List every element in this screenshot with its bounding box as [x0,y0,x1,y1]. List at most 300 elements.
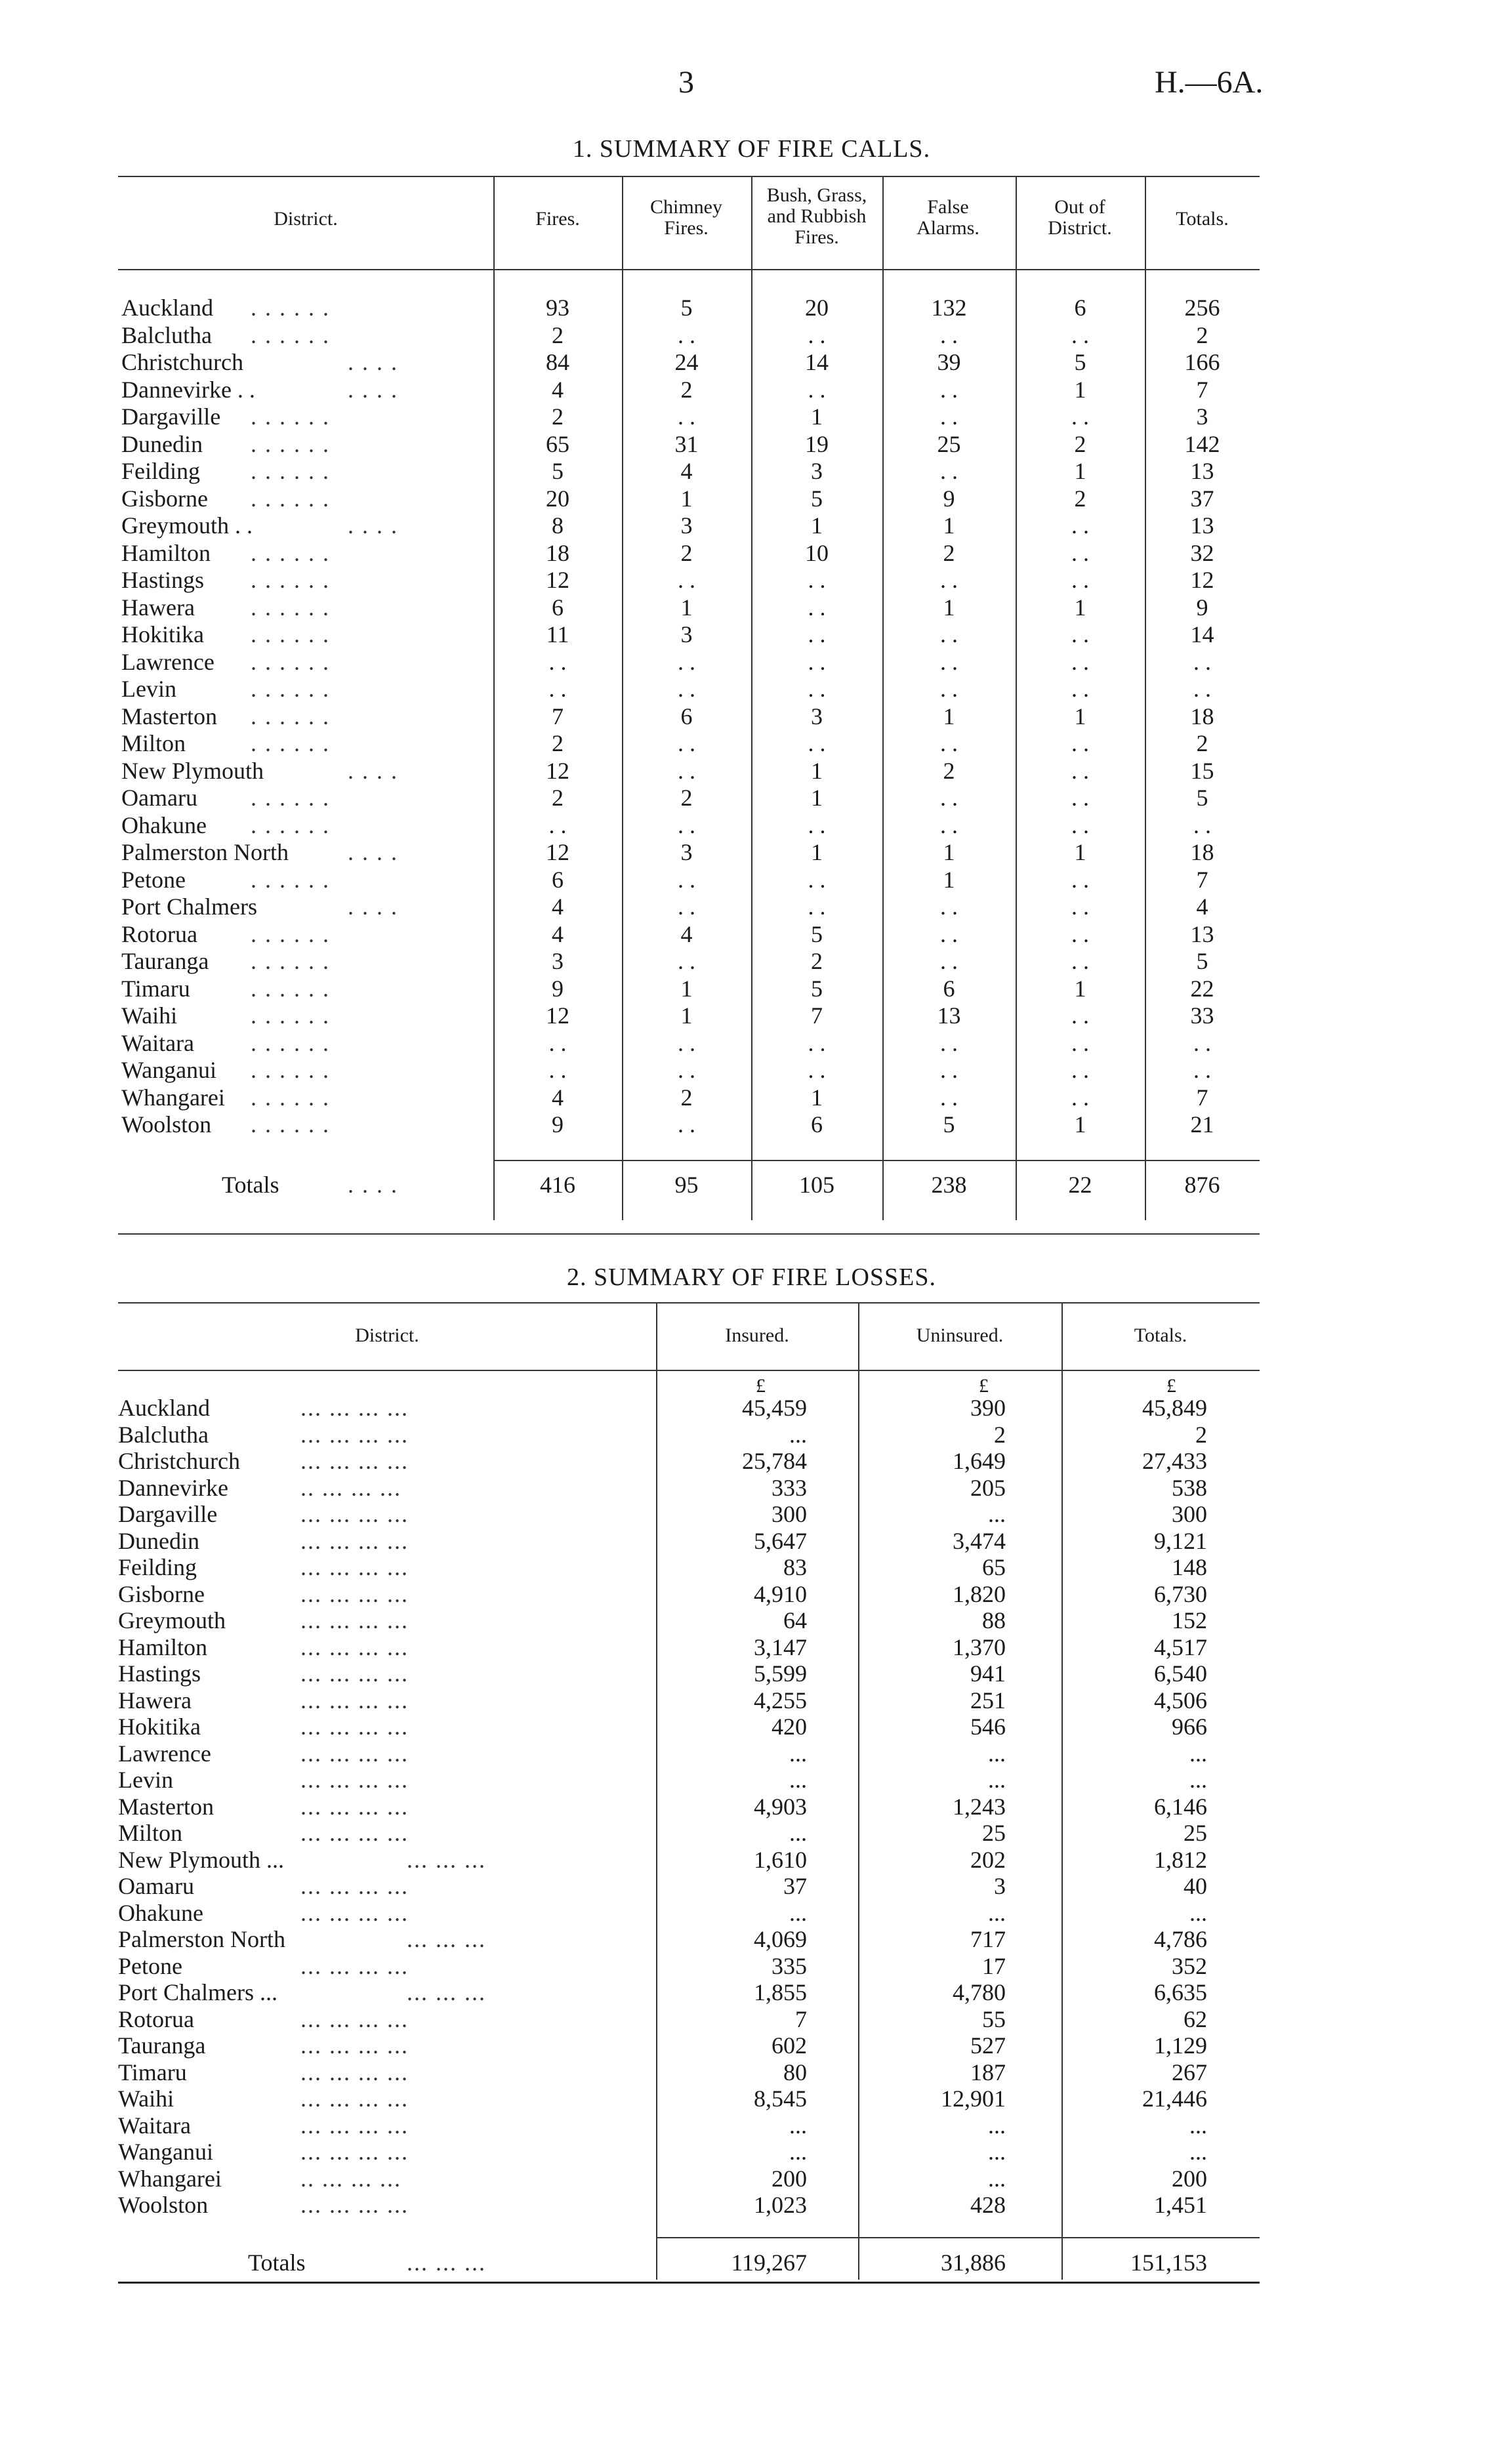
district-name: Dannevirke . . [121,376,255,403]
fire-losses-row [0,2032,1503,2059]
total-cell: 6,146 [1154,1793,1207,1820]
total-cell: . . [1193,1029,1211,1056]
fire-calls-header-district: District. [274,208,338,230]
out-of-district-cell: 1 [1074,975,1086,1002]
leader-dots: . . . . . . [251,730,330,756]
uninsured-cell: 428 [970,2192,1006,2218]
false-alarms-cell: 2 [943,757,955,784]
fires-cell: 3 [552,948,564,974]
fire-losses-totals-rule-top [656,2237,1260,2238]
total-cell: 1,812 [1154,1846,1207,1873]
fire-calls-header-rule-bottom [118,269,1260,270]
chimney-cell: . . [678,1111,695,1138]
leader-dots: . . . . . . [251,485,330,512]
fire-losses-total-insured: 119,267 [731,2249,807,2276]
fire-losses-row [0,2005,1503,2033]
uninsured-cell: 1,370 [953,1633,1006,1660]
out-of-district-cell: . . [1071,539,1089,566]
fires-cell: 84 [546,349,569,375]
false-alarms-cell: 1 [943,512,955,539]
total-cell: 4,517 [1154,1633,1207,1660]
fire-calls-row [0,430,1503,458]
district-name: Oamaru [121,785,197,811]
district-name: Ohakune [121,811,207,838]
leader-dots: . . . . . . [251,703,330,729]
fire-losses-row [0,1687,1503,1714]
total-cell: 1,451 [1154,2192,1207,2218]
bush-cell: 1 [811,785,823,811]
out-of-district-cell: . . [1071,567,1089,593]
fire-calls-row [0,1029,1503,1057]
leader-dots: . . . . . . [251,567,330,593]
chimney-cell: . . [678,948,695,974]
out-of-district-cell: . . [1071,730,1089,756]
out-of-district-cell: . . [1071,1057,1089,1083]
report-reference: H.—6A. [1155,65,1264,100]
fires-cell: 4 [552,920,564,947]
fire-calls-row [0,1084,1503,1111]
fire-calls-header-bush: Bush, Grass, and Rubbish Fires. [766,184,867,248]
fire-losses-header-rule [118,1302,1260,1304]
leader-dots: .. ... ... ... [300,1474,401,1501]
district-name: Petone [121,866,186,893]
uninsured-cell: 65 [982,1554,1006,1580]
fire-calls-row [0,1056,1503,1084]
fire-losses-total-uninsured: 31,886 [941,2249,1006,2276]
district-name: Hawera [118,1687,192,1714]
uninsured-cell: ... [988,1899,1006,1926]
total-cell: 13 [1190,920,1214,947]
fire-calls-header-false: False Alarms. [916,196,979,239]
district-name: Petone [118,1952,182,1979]
uninsured-cell: 202 [970,1846,1006,1873]
chimney-cell: 3 [680,512,693,539]
leader-dots: . . . . . . [251,403,330,430]
uninsured-cell: ... [988,1767,1006,1793]
chimney-cell: 1 [680,975,693,1002]
total-cell: 152 [1172,1607,1207,1633]
total-cell: 256 [1184,295,1220,321]
uninsured-cell: 3,474 [953,1527,1006,1554]
chimney-cell: . . [678,757,695,784]
fire-losses-row [0,1553,1503,1581]
leader-dots: ... ... ... ... [300,1633,409,1660]
uninsured-cell: 717 [970,1926,1006,1952]
fire-losses-totals-label: Totals [248,2249,306,2276]
total-cell: 62 [1184,2005,1207,2032]
total-cell: 7 [1196,1084,1208,1111]
fire-calls-header-rule [118,176,1260,177]
fires-cell: 2 [552,321,564,348]
bush-cell: 7 [811,1002,823,1029]
total-cell: 27,433 [1142,1448,1207,1474]
false-alarms-cell: . . [940,458,958,484]
leader-dots: . . . . . . [251,920,330,947]
total-cell: 5 [1196,948,1208,974]
chimney-cell: 3 [680,621,693,647]
uninsured-cell: 12,901 [941,2085,1006,2112]
district-name: Palmerston North [118,1926,285,1952]
total-cell: 9 [1196,594,1208,621]
currency-symbol-uninsured: £ [979,1375,989,1397]
fire-calls-row [0,675,1503,703]
fire-losses-row [0,1819,1503,1847]
out-of-district-cell: 2 [1074,430,1086,457]
fire-calls-total-bush: 105 [799,1172,834,1198]
leader-dots: ... ... ... [407,1926,486,1952]
leader-dots: ... ... ... ... [300,2192,409,2218]
fires-cell: 6 [552,594,564,621]
total-cell: 37 [1190,485,1214,512]
fire-losses-row [0,1979,1503,2006]
fire-losses-row [0,1740,1503,1767]
leader-dots: . . . . . . [251,676,330,702]
currency-symbol-totals: £ [1166,1375,1176,1397]
fire-calls-header-out: Out of District. [1048,196,1112,239]
total-cell: . . [1193,648,1211,675]
fire-calls-row [0,920,1503,948]
chimney-cell: 2 [680,376,693,403]
bush-cell: . . [808,376,826,403]
fire-losses-row [0,1952,1503,1980]
insured-cell: 37 [783,1873,807,1899]
uninsured-cell: 187 [970,2059,1006,2085]
district-name: Dargaville [118,1501,218,1527]
total-cell: ... [1189,1740,1207,1767]
total-cell: ... [1189,1767,1207,1793]
fire-losses-row [0,2165,1503,2192]
out-of-district-cell: . . [1071,512,1089,539]
fires-cell: 65 [546,430,569,457]
fire-calls-row [0,566,1503,594]
bush-cell: 20 [805,295,829,321]
fire-calls-row [0,975,1503,1002]
fire-calls-total-out: 22 [1068,1172,1092,1198]
district-name: New Plymouth ... [118,1846,285,1873]
insured-cell: ... [789,2139,807,2165]
uninsured-cell: 4,780 [953,1979,1006,2005]
uninsured-cell: 1,649 [953,1448,1006,1474]
leader-dots: . . . . [348,757,398,784]
total-cell: 18 [1190,703,1214,729]
bush-cell: 1 [811,839,823,865]
fire-calls-row [0,784,1503,811]
district-name: Hamilton [121,539,211,566]
bush-cell: . . [808,811,826,838]
chimney-cell: . . [678,1029,695,1056]
out-of-district-cell: . . [1071,785,1089,811]
district-name: Port Chalmers [121,893,257,920]
bush-cell: 10 [805,539,829,566]
total-cell: 166 [1184,349,1220,375]
district-name: Masterton [118,1793,214,1820]
district-name: Tauranga [118,2032,206,2059]
fires-cell: 7 [552,703,564,729]
total-cell: 267 [1172,2059,1207,2085]
total-cell: 13 [1190,458,1214,484]
district-name: Balclutha [121,321,212,348]
insured-cell: 5,599 [754,1660,807,1687]
district-name: Waihi [118,2085,175,2112]
leader-dots: ... ... ... ... [300,2032,409,2059]
total-cell: 12 [1190,567,1214,593]
total-cell: 7 [1196,376,1208,403]
false-alarms-cell: 132 [931,295,967,321]
chimney-cell: . . [678,676,695,702]
out-of-district-cell: 2 [1074,485,1086,512]
total-cell: 1,129 [1154,2032,1207,2059]
false-alarms-cell: 6 [943,975,955,1002]
fire-losses-row [0,1421,1503,1448]
bush-cell: . . [808,321,826,348]
uninsured-cell: 941 [970,1660,1006,1687]
fire-calls-totals-label: Totals [222,1172,279,1198]
insured-cell: 4,903 [754,1793,807,1820]
false-alarms-cell: . . [940,920,958,947]
false-alarms-cell: . . [940,567,958,593]
district-name: Palmerston North [121,839,289,865]
leader-dots: . . . . . . [251,1084,330,1111]
leader-dots: . . . . . . [251,539,330,566]
fire-losses-row [0,1766,1503,1794]
fire-calls-row [0,594,1503,621]
insured-cell: 200 [772,2165,807,2192]
fire-losses-row [0,1713,1503,1740]
district-name: Lawrence [121,648,215,675]
fire-losses-row [0,1660,1503,1687]
fire-calls-row [0,485,1503,512]
fire-calls-total-all: 876 [1184,1172,1220,1198]
false-alarms-cell: . . [940,403,958,430]
leader-dots: ... ... ... ... [300,2005,409,2032]
district-name: Hastings [118,1660,201,1687]
fire-losses-row [0,2085,1503,2112]
chimney-cell: . . [678,730,695,756]
fire-calls-row [0,348,1503,376]
insured-cell: 4,910 [754,1580,807,1607]
fires-cell: 4 [552,376,564,403]
district-name: Waitara [121,1029,195,1056]
fires-cell: 12 [546,567,569,593]
out-of-district-cell: . . [1071,648,1089,675]
bush-cell: 1 [811,757,823,784]
insured-cell: 1,610 [754,1846,807,1873]
leader-dots: . . . . [348,512,398,539]
chimney-cell: 6 [680,703,693,729]
uninsured-cell: 527 [970,2032,1006,2059]
false-alarms-cell: 13 [937,1002,961,1029]
district-name: Wanganui [118,2139,214,2165]
leader-dots: ... ... ... ... [300,1421,409,1448]
total-cell: 5 [1196,785,1208,811]
leader-dots: ... ... ... ... [300,2085,409,2112]
bush-cell: . . [808,866,826,893]
chimney-cell: . . [678,1057,695,1083]
leader-dots: . . . . . . [251,1111,330,1138]
chimney-cell: 2 [680,539,693,566]
district-name: Timaru [121,975,190,1002]
district-name: Whangarei [118,2165,222,2192]
chimney-cell: . . [678,866,695,893]
uninsured-cell: 390 [970,1395,1006,1421]
fire-losses-row [0,1899,1503,1927]
district-name: Waihi [121,1002,178,1029]
insured-cell: 1,855 [754,1979,807,2005]
district-name: Dargaville [121,403,221,430]
fire-calls-row [0,757,1503,785]
insured-cell: 64 [783,1607,807,1633]
bush-cell: 1 [811,512,823,539]
false-alarms-cell: . . [940,785,958,811]
chimney-cell: 3 [680,839,693,865]
false-alarms-cell: 1 [943,866,955,893]
fire-losses-row [0,1846,1503,1874]
fires-cell: . . [548,648,567,675]
fires-cell: 2 [552,785,564,811]
fire-losses-row [0,1580,1503,1608]
fire-losses-row [0,1500,1503,1528]
leader-dots: ... ... ... ... [300,1580,409,1607]
fire-calls-row [0,893,1503,920]
district-name: Balclutha [118,1421,209,1448]
fire-calls-row [0,703,1503,730]
uninsured-cell: 1,820 [953,1580,1006,1607]
district-name: Milton [118,1820,183,1846]
page-number: 3 [678,65,694,100]
false-alarms-cell: . . [940,621,958,647]
false-alarms-cell: . . [940,1084,958,1111]
leader-dots: . . . . . . [251,1002,330,1029]
out-of-district-cell: 1 [1074,458,1086,484]
fires-cell: 2 [552,403,564,430]
total-cell: 966 [1172,1714,1207,1740]
leader-dots: ... ... ... ... [300,1899,409,1926]
fire-calls-header-chimney: Chimney Fires. [650,196,722,239]
out-of-district-cell: . . [1071,321,1089,348]
district-name: Wanganui [121,1057,217,1083]
out-of-district-cell: 1 [1074,1111,1086,1138]
chimney-cell: . . [678,321,695,348]
bush-cell: 1 [811,1084,823,1111]
insured-cell: ... [789,2112,807,2139]
fires-cell: 9 [552,975,564,1002]
insured-cell: 83 [783,1554,807,1580]
bush-cell: 2 [811,948,823,974]
leader-dots: ... ... ... ... [300,1767,409,1793]
uninsured-cell: 55 [982,2005,1006,2032]
leader-dots: ... ... ... [407,1979,486,2005]
bush-cell: 3 [811,458,823,484]
false-alarms-cell: 1 [943,839,955,865]
insured-cell: 602 [772,2032,807,2059]
out-of-district-cell: 1 [1074,703,1086,729]
insured-cell: 4,255 [754,1687,807,1714]
district-name: Whangarei [121,1084,225,1111]
fires-cell: 20 [546,485,569,512]
out-of-district-cell: . . [1071,621,1089,647]
chimney-cell: . . [678,567,695,593]
bush-cell: 1 [811,403,823,430]
fire-losses-row [0,1474,1503,1502]
fires-cell: 11 [546,621,569,647]
total-cell: 6,635 [1154,1979,1207,2005]
leader-dots: . . . . . . [251,295,330,321]
bush-cell: . . [808,567,826,593]
uninsured-cell: 2 [994,1421,1006,1448]
out-of-district-cell: . . [1071,920,1089,947]
out-of-district-cell: 1 [1074,839,1086,865]
false-alarms-cell: 1 [943,703,955,729]
district-name: Gisborne [118,1580,205,1607]
chimney-cell: 24 [674,349,699,375]
fire-calls-row [0,1111,1503,1138]
total-cell: 300 [1172,1501,1207,1527]
out-of-district-cell: . . [1071,757,1089,784]
total-cell: 18 [1190,839,1214,865]
fire-calls-totals-rule-top [493,1160,1260,1161]
total-cell: ... [1189,1899,1207,1926]
total-cell: 2 [1195,1421,1207,1448]
leader-dots: ... ... ... ... [300,1952,409,1979]
leader-dots: . . . . . . [251,1029,330,1056]
fire-calls-row [0,838,1503,866]
chimney-cell: . . [678,893,695,920]
leader-dots: . . . . [348,893,398,920]
district-name: Milton [121,730,186,756]
total-cell: 14 [1190,621,1214,647]
district-name: Hokitika [118,1714,201,1740]
total-cell: 142 [1184,430,1220,457]
total-cell: 538 [1172,1474,1207,1501]
fire-calls-row [0,294,1503,321]
false-alarms-cell: . . [940,811,958,838]
fire-calls-total-false: 238 [931,1172,967,1198]
district-name: Feilding [121,458,201,484]
total-cell: . . [1193,1057,1211,1083]
chimney-cell: 5 [680,295,693,321]
chimney-cell: 4 [680,458,693,484]
district-name: Woolston [121,1111,212,1138]
insured-cell: 300 [772,1501,807,1527]
fire-losses-totals-dots: ... ... ... [407,2249,486,2276]
chimney-cell: 2 [680,1084,693,1111]
out-of-district-cell: . . [1071,1002,1089,1029]
insured-cell: 8,545 [754,2085,807,2112]
total-cell: 9,121 [1154,1527,1207,1554]
insured-cell: 45,459 [742,1395,807,1421]
total-cell: 352 [1172,1952,1207,1979]
fires-cell: 12 [546,1002,569,1029]
bush-cell: . . [808,1029,826,1056]
fire-losses-header-rule-bottom [118,1370,1260,1371]
chimney-cell: 2 [680,785,693,811]
chimney-cell: . . [678,648,695,675]
false-alarms-cell: 2 [943,539,955,566]
district-name: Tauranga [121,948,209,974]
insured-cell: ... [789,1740,807,1767]
fires-cell: 18 [546,539,569,566]
fires-cell: . . [548,811,567,838]
false-alarms-cell: 25 [937,430,961,457]
false-alarms-cell: . . [940,948,958,974]
chimney-cell: . . [678,403,695,430]
total-cell: 40 [1184,1873,1207,1899]
false-alarms-cell: . . [940,1057,958,1083]
leader-dots: . . . . . . [251,621,330,647]
fires-cell: 93 [546,295,569,321]
fire-losses-header-insured: Insured. [725,1324,789,1346]
leader-dots: ... ... ... [407,1846,486,1873]
